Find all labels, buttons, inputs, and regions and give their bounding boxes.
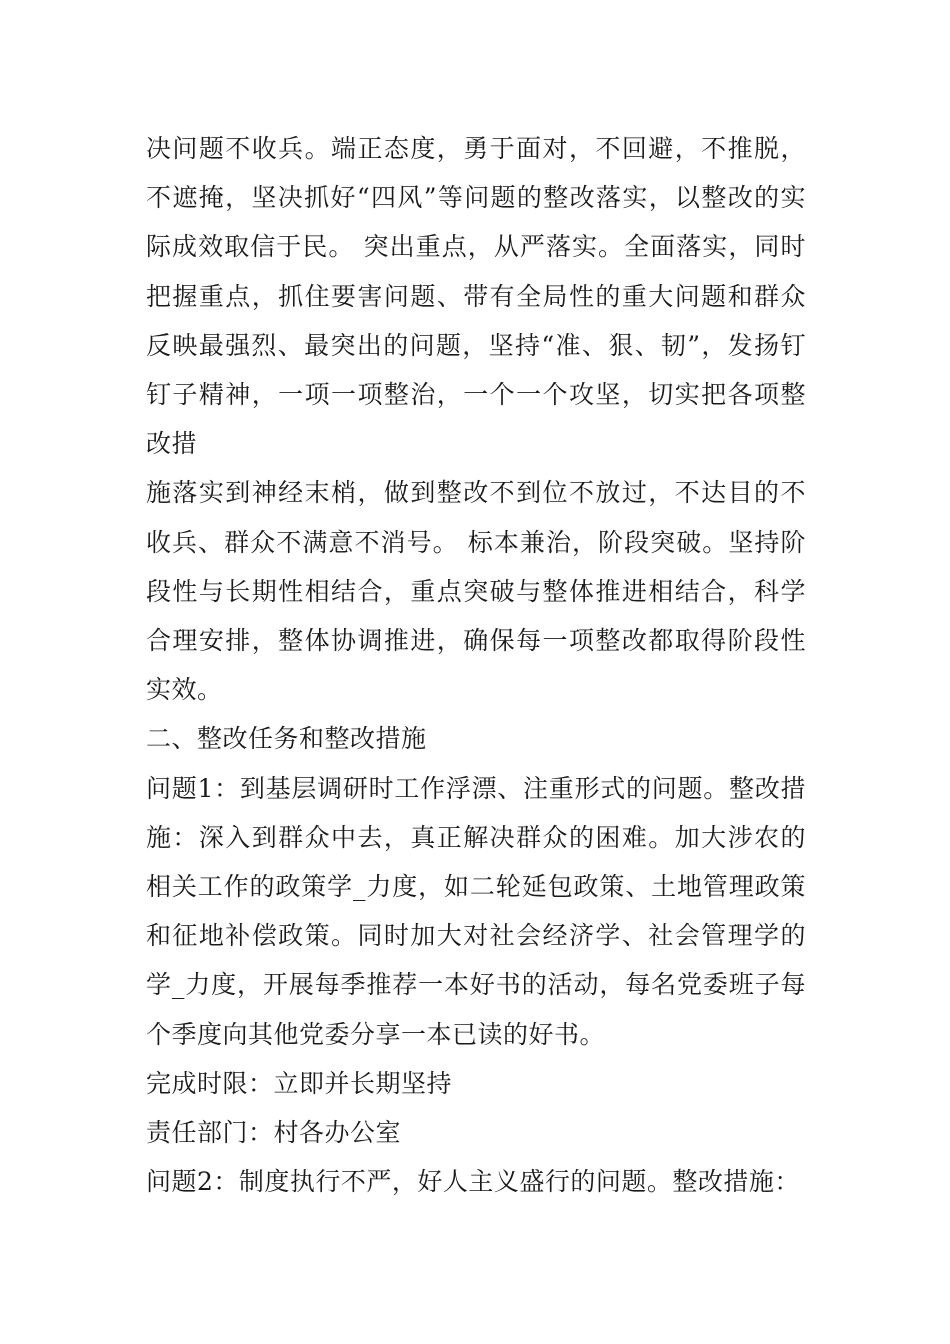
paragraph-responsible-dept: 责任部门：村各办公室 — [146, 1118, 402, 1148]
section-heading-tasks-measures: 二、整改任务和整改措施 — [146, 724, 427, 754]
paragraph-deadline: 完成时限：立即并长期坚持 — [146, 1068, 453, 1098]
paragraph-problem-1: 问题1：到基层调研时工作浮漂、注重形式的问题。整改措施：深入到群众中去，真正解决群众的困难。加大涉农的相关工作的政策学_力度，如二轮延包政策、土地管理政策和征地补偿政策。同时加大对社会经济学、社会管理学的学_力度，开展每季推荐一本好书的活动，每名党委班子每个季度向其他党委分享一本已读的好书。 — [146, 773, 806, 1049]
paragraph-problem-2: 问题2：制度执行不严，好人主义盛行的问题。整改措施： — [146, 1167, 800, 1197]
paragraph-rectification-principles-cont: 施落实到神经末梢，做到整改不到位不放过，不达目的不收兵、群众不满意不消号。 标本兼治，阶段突破。坚持阶段性与长期性相结合，重点突破与整体推进相结合，科学合理安排，整体协调推进，确保每一项整改都取得阶段性实效。 — [146, 478, 806, 705]
document-body — [146, 124, 806, 1206]
paragraph-rectification-principles: 决问题不收兵。端正态度，勇于面对，不回避，不推脱，不遮掩，坚决抓好“四风”等问题的整改落实，以整改的实际成效取信于民。 突出重点，从严落实。全面落实，同时把握重点，抓住要害问题、带有全局性的重大问题和群众反映最强烈、最突出的问题，坚持“准、狠、韧”，发扬钉钉子精神，一项一项整治，一个一个攻坚，切实把各项整改措 — [146, 134, 806, 459]
